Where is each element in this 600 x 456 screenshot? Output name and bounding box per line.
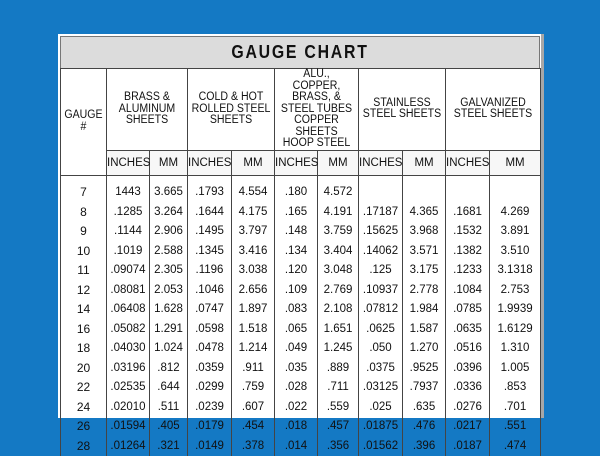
value-cell: 3.665 bbox=[150, 183, 188, 203]
value-cell: 1443 bbox=[107, 183, 150, 203]
value-cell: 1.587 bbox=[403, 319, 446, 339]
value-cell: .1495 bbox=[188, 222, 232, 242]
value-cell: 3.416 bbox=[232, 241, 275, 261]
value-cell: 1.6129 bbox=[490, 319, 541, 339]
value-cell: .17187 bbox=[359, 202, 403, 222]
gauge-cell: 9 bbox=[61, 222, 107, 242]
value-cell: .065 bbox=[275, 319, 318, 339]
table-row bbox=[61, 261, 541, 281]
table-row bbox=[61, 241, 541, 261]
value-cell: 4.269 bbox=[490, 202, 541, 222]
table-row bbox=[61, 397, 541, 417]
value-cell bbox=[403, 183, 446, 203]
table-row bbox=[61, 339, 541, 359]
value-cell: 1.518 bbox=[232, 319, 275, 339]
table-row bbox=[61, 202, 541, 222]
header-gauge-label: GAUGE # bbox=[64, 109, 103, 133]
unit-mm: MM bbox=[318, 150, 359, 175]
value-cell: 2.053 bbox=[150, 280, 188, 300]
value-cell: 4.175 bbox=[232, 202, 275, 222]
value-cell: .559 bbox=[318, 397, 359, 417]
value-cell: 3.759 bbox=[318, 222, 359, 242]
value-cell: .050 bbox=[359, 339, 403, 359]
gauge-cell: 28 bbox=[61, 436, 107, 456]
header-brass-aluminum bbox=[107, 69, 188, 151]
value-cell: .0187 bbox=[446, 436, 490, 456]
value-cell: .0359 bbox=[188, 358, 232, 378]
table-row bbox=[61, 417, 541, 437]
table-row bbox=[61, 222, 541, 242]
value-cell: 4.554 bbox=[232, 183, 275, 203]
value-cell: .1196 bbox=[188, 261, 232, 281]
value-cell: 1.651 bbox=[318, 319, 359, 339]
table-row bbox=[61, 183, 541, 203]
value-cell: .1532 bbox=[446, 222, 490, 242]
value-cell: .0396 bbox=[446, 358, 490, 378]
value-cell: .0598 bbox=[188, 319, 232, 339]
value-cell: .02535 bbox=[107, 378, 150, 398]
value-cell bbox=[446, 183, 490, 203]
value-cell: .0785 bbox=[446, 300, 490, 320]
gauge-cell: 20 bbox=[61, 358, 107, 378]
value-cell: .0299 bbox=[188, 378, 232, 398]
value-cell: .022 bbox=[275, 397, 318, 417]
unit-inches: INCHES bbox=[359, 150, 403, 175]
value-cell: .759 bbox=[232, 378, 275, 398]
value-cell: .014 bbox=[275, 436, 318, 456]
value-cell: .165 bbox=[275, 202, 318, 222]
value-cell: .0276 bbox=[446, 397, 490, 417]
value-cell: 3.968 bbox=[403, 222, 446, 242]
value-cell: .0478 bbox=[188, 339, 232, 359]
value-cell: .018 bbox=[275, 417, 318, 437]
chart-title: GAUGE CHART bbox=[231, 42, 369, 62]
value-cell: .083 bbox=[275, 300, 318, 320]
gauge-cell: 8 bbox=[61, 202, 107, 222]
value-cell: .04030 bbox=[107, 339, 150, 359]
value-cell: .180 bbox=[275, 183, 318, 203]
value-cell: 3.404 bbox=[318, 241, 359, 261]
gauge-cell: 14 bbox=[61, 300, 107, 320]
value-cell: .474 bbox=[490, 436, 541, 456]
value-cell: 3.571 bbox=[403, 241, 446, 261]
value-cell: 4.191 bbox=[318, 202, 359, 222]
header-spacer-row bbox=[61, 175, 541, 183]
value-cell: .07812 bbox=[359, 300, 403, 320]
header-stainless-label: STAINLESS STEEL SHEETS bbox=[362, 96, 442, 121]
value-cell: .028 bbox=[275, 378, 318, 398]
unit-mm: MM bbox=[490, 150, 541, 175]
gauge-cell: 16 bbox=[61, 319, 107, 339]
value-cell: .644 bbox=[150, 378, 188, 398]
value-cell: .1681 bbox=[446, 202, 490, 222]
value-cell: .0516 bbox=[446, 339, 490, 359]
value-cell: .405 bbox=[150, 417, 188, 437]
value-cell: .454 bbox=[232, 417, 275, 437]
value-cell: 2.769 bbox=[318, 280, 359, 300]
value-cell: 1.024 bbox=[150, 339, 188, 359]
value-cell: .0375 bbox=[359, 358, 403, 378]
value-cell: 3.175 bbox=[403, 261, 446, 281]
value-cell: .635 bbox=[403, 397, 446, 417]
value-cell: .02010 bbox=[107, 397, 150, 417]
table-row bbox=[61, 280, 541, 300]
value-cell: .01875 bbox=[359, 417, 403, 437]
value-cell: .321 bbox=[150, 436, 188, 456]
value-cell: 4.572 bbox=[318, 183, 359, 203]
unit-inches: INCHES bbox=[275, 150, 318, 175]
header-galvanized bbox=[446, 69, 541, 151]
value-cell: .0635 bbox=[446, 319, 490, 339]
value-cell: .134 bbox=[275, 241, 318, 261]
header-gauge bbox=[61, 69, 107, 176]
header-steel-label: COLD & HOT ROLLED STEEL SHEETS bbox=[191, 91, 271, 126]
gauge-cell: 26 bbox=[61, 417, 107, 437]
value-cell: 1.984 bbox=[403, 300, 446, 320]
value-cell: .1046 bbox=[188, 280, 232, 300]
value-cell: .1233 bbox=[446, 261, 490, 281]
value-cell: 1.270 bbox=[403, 339, 446, 359]
value-cell: .03125 bbox=[359, 378, 403, 398]
value-cell: .9525 bbox=[403, 358, 446, 378]
value-cell: .396 bbox=[403, 436, 446, 456]
value-cell: .01264 bbox=[107, 436, 150, 456]
value-cell: 3.891 bbox=[490, 222, 541, 242]
value-cell: .0239 bbox=[188, 397, 232, 417]
value-cell: .0336 bbox=[446, 378, 490, 398]
value-cell: 2.108 bbox=[318, 300, 359, 320]
value-cell: 4.365 bbox=[403, 202, 446, 222]
value-cell: .148 bbox=[275, 222, 318, 242]
value-cell: .06408 bbox=[107, 300, 150, 320]
value-cell: .701 bbox=[490, 397, 541, 417]
header-galvanized-label: GALVANIZED STEEL SHEETS bbox=[453, 96, 533, 121]
value-cell: 1.628 bbox=[150, 300, 188, 320]
value-cell: .15625 bbox=[359, 222, 403, 242]
value-cell: 3.048 bbox=[318, 261, 359, 281]
value-cell: 1.310 bbox=[490, 339, 541, 359]
value-cell: .1345 bbox=[188, 241, 232, 261]
value-cell: 3.1318 bbox=[490, 261, 541, 281]
value-cell: 1.214 bbox=[232, 339, 275, 359]
value-cell: .01594 bbox=[107, 417, 150, 437]
unit-inches: INCHES bbox=[107, 150, 150, 175]
gauge-cell: 22 bbox=[61, 378, 107, 398]
value-cell: .0179 bbox=[188, 417, 232, 437]
gauge-cell: 18 bbox=[61, 339, 107, 359]
value-cell: .1144 bbox=[107, 222, 150, 242]
value-cell: 1.291 bbox=[150, 319, 188, 339]
value-cell: .378 bbox=[232, 436, 275, 456]
value-cell: .125 bbox=[359, 261, 403, 281]
table-row bbox=[61, 319, 541, 339]
header-copper-tubes bbox=[275, 69, 359, 151]
value-cell: .1084 bbox=[446, 280, 490, 300]
value-cell: .0625 bbox=[359, 319, 403, 339]
header-cold-hot-rolled bbox=[188, 69, 275, 151]
value-cell: 2.305 bbox=[150, 261, 188, 281]
value-cell: .551 bbox=[490, 417, 541, 437]
value-cell: .0149 bbox=[188, 436, 232, 456]
value-cell: 3.510 bbox=[490, 241, 541, 261]
value-cell: 1.245 bbox=[318, 339, 359, 359]
value-cell: 1.005 bbox=[490, 358, 541, 378]
value-cell: .035 bbox=[275, 358, 318, 378]
unit-inches: INCHES bbox=[446, 150, 490, 175]
table-row bbox=[61, 378, 541, 398]
unit-inches: INCHES bbox=[188, 150, 232, 175]
value-cell: 1.9939 bbox=[490, 300, 541, 320]
value-cell: .607 bbox=[232, 397, 275, 417]
value-cell: .1285 bbox=[107, 202, 150, 222]
value-cell: .05082 bbox=[107, 319, 150, 339]
value-cell: .711 bbox=[318, 378, 359, 398]
gauge-table bbox=[60, 68, 541, 456]
gauge-cell: 12 bbox=[61, 280, 107, 300]
value-cell bbox=[490, 183, 541, 203]
value-cell: .1644 bbox=[188, 202, 232, 222]
value-cell: .511 bbox=[150, 397, 188, 417]
value-cell: 2.778 bbox=[403, 280, 446, 300]
unit-header-row bbox=[61, 150, 541, 175]
value-cell: 3.038 bbox=[232, 261, 275, 281]
header-stainless bbox=[359, 69, 446, 151]
unit-mm: MM bbox=[232, 150, 275, 175]
value-cell: 2.753 bbox=[490, 280, 541, 300]
value-cell: .109 bbox=[275, 280, 318, 300]
value-cell: .889 bbox=[318, 358, 359, 378]
sheet-edge bbox=[541, 34, 544, 418]
value-cell bbox=[359, 183, 403, 203]
gauge-chart-sheet bbox=[58, 34, 542, 453]
value-cell: .457 bbox=[318, 417, 359, 437]
value-cell: .1382 bbox=[446, 241, 490, 261]
value-cell: 2.588 bbox=[150, 241, 188, 261]
value-cell: 1.897 bbox=[232, 300, 275, 320]
value-cell: .0747 bbox=[188, 300, 232, 320]
value-cell: .10937 bbox=[359, 280, 403, 300]
gauge-cell: 10 bbox=[61, 241, 107, 261]
table-row bbox=[61, 300, 541, 320]
value-cell: 3.797 bbox=[232, 222, 275, 242]
value-cell: .0217 bbox=[446, 417, 490, 437]
group-header-row bbox=[61, 69, 541, 151]
value-cell: .025 bbox=[359, 397, 403, 417]
value-cell: .911 bbox=[232, 358, 275, 378]
value-cell: 3.264 bbox=[150, 202, 188, 222]
value-cell: .120 bbox=[275, 261, 318, 281]
value-cell: .01562 bbox=[359, 436, 403, 456]
gauge-cell: 24 bbox=[61, 397, 107, 417]
table-row bbox=[61, 436, 541, 456]
table-row bbox=[61, 358, 541, 378]
value-cell: .09074 bbox=[107, 261, 150, 281]
value-cell: .7937 bbox=[403, 378, 446, 398]
table-body bbox=[61, 183, 541, 456]
value-cell: 2.906 bbox=[150, 222, 188, 242]
header-copper-label: ALU., COPPER, BRASS, & STEEL TUBES COPPER SHEETS HOOP STEEL bbox=[280, 68, 353, 149]
value-cell: .1019 bbox=[107, 241, 150, 261]
value-cell: .853 bbox=[490, 378, 541, 398]
title-bar bbox=[60, 36, 540, 69]
value-cell: 2.656 bbox=[232, 280, 275, 300]
unit-mm: MM bbox=[150, 150, 188, 175]
value-cell: .049 bbox=[275, 339, 318, 359]
value-cell: .08081 bbox=[107, 280, 150, 300]
value-cell: .356 bbox=[318, 436, 359, 456]
header-brass-label: BRASS & ALUMINUM SHEETS bbox=[118, 91, 176, 126]
value-cell: .476 bbox=[403, 417, 446, 437]
unit-mm: MM bbox=[403, 150, 446, 175]
value-cell: .812 bbox=[150, 358, 188, 378]
gauge-cell: 11 bbox=[61, 261, 107, 281]
value-cell: .1793 bbox=[188, 183, 232, 203]
value-cell: .03196 bbox=[107, 358, 150, 378]
gauge-cell: 7 bbox=[61, 183, 107, 203]
value-cell: .14062 bbox=[359, 241, 403, 261]
